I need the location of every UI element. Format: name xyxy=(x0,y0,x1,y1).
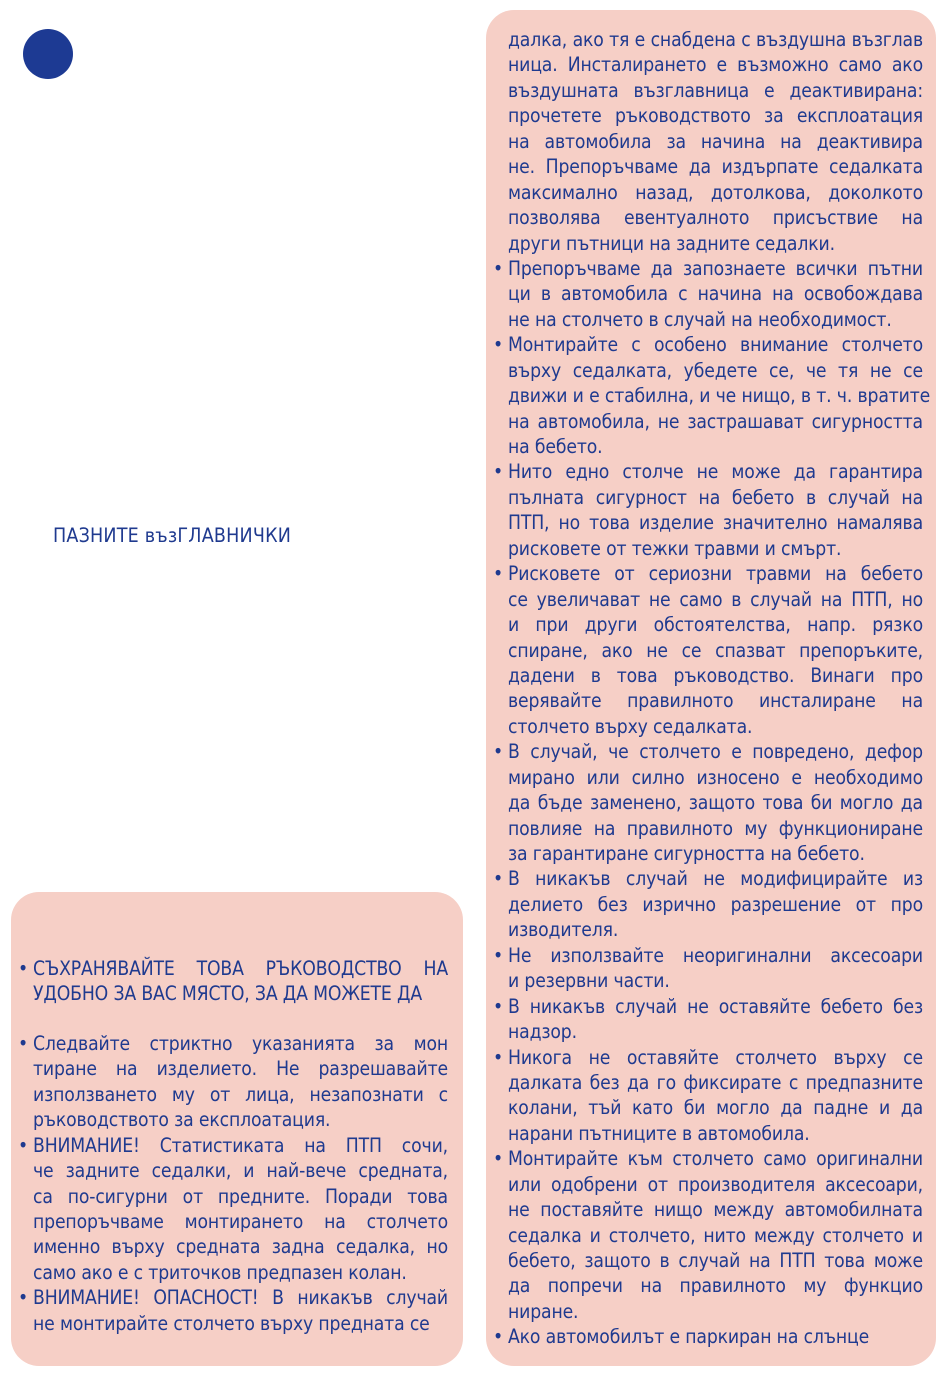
left-text-column xyxy=(18,956,448,1336)
page-marker-dot xyxy=(23,29,73,79)
text-line: не поставяйте нищо между автомобилната xyxy=(508,1198,923,1222)
text-line: се увеличават не само в случай на ПТП, но xyxy=(508,587,923,611)
bullet-line: • Не използвайте неоригинални аксесоари xyxy=(493,943,923,968)
bullet-line: • Монтирайте с особено внимание столчето xyxy=(493,332,923,357)
text-line: далката без да го фиксирате с предпазните xyxy=(508,1070,923,1094)
text-line: да бъде заменено, защото това би могло да xyxy=(508,791,923,815)
text-line: ци в автомобила с начина на освобождава xyxy=(508,282,923,306)
text-line: делието без изрично разрешение от про xyxy=(508,892,923,916)
text-line: колани, тъй като би могло да падне и да xyxy=(508,1096,923,1120)
bullet-line: • ВНИМАНИЕ! ОПАСНОСТ! В никакъв случай xyxy=(18,1285,448,1310)
text-line: седалка и столчето, нито между столчето и xyxy=(508,1223,923,1247)
text-line: ПТП, но това изделие значително намалява xyxy=(508,511,923,535)
text-line: именно върху средната задна седалка, но xyxy=(33,1235,448,1259)
text-line: далка, ако тя е снабдена с въздушна възглав xyxy=(508,28,923,51)
text-line: повлияе на правилното му функциониране xyxy=(508,816,923,840)
text-line: върху седалката, убедете се, че тя не се xyxy=(508,358,923,382)
text-line: само ако е с триточков предпазен колан. xyxy=(33,1260,407,1284)
text-line: на автомобила за начина на деактивира xyxy=(508,129,923,153)
text-line: позволява евентуалното присъствие на xyxy=(508,206,923,230)
text-line: пълната сигурност на бебето в случай на xyxy=(508,485,923,509)
text-line: максимално назад, дотолкова, доколкото xyxy=(508,180,923,204)
text-line: са по-сигурни от предните. Поради това xyxy=(33,1184,448,1208)
right-text-column xyxy=(493,27,931,1350)
text-line: бебето, защото в случай на ПТП това може xyxy=(508,1249,923,1272)
section-heading: ПАЗНИТЕ възГЛАВНИЧКИ xyxy=(53,524,292,547)
text-line: и при други обстоятелства, напр. рязко xyxy=(508,613,923,637)
bullet-line: • Рисковете от сериозни травми на бебето xyxy=(493,561,923,586)
text-line: и резервни части. xyxy=(508,969,670,993)
text-line xyxy=(18,1007,448,1031)
text-line: дадени в това ръководство. Винаги про xyxy=(508,663,923,687)
text-line: използването му от лица, незапознати с xyxy=(33,1082,448,1106)
text-line: да попречи на правилното му функцио xyxy=(508,1274,923,1298)
bullet-line: • ВНИМАНИЕ! Статистиката на ПТП сочи, xyxy=(18,1133,448,1158)
bullet-line: • В случай, че столчето е повредено, дефор xyxy=(493,739,923,764)
text-line: въздушната възглавница е деактивирана: xyxy=(508,78,923,102)
bullet-line: • Нито едно столче не може да гарантира xyxy=(493,459,923,484)
text-line: движи и е стабилна, и че нищо, в т. ч. вратите xyxy=(508,384,931,408)
text-line: не. Препоръчваме да издърпате седалката xyxy=(508,155,923,179)
text-line: УДОБНО ЗА ВАС МЯСТО, ЗА ДА МОЖЕТЕ ДА xyxy=(33,982,422,1006)
bullet-line: • В никакъв случай не модифицирайте из xyxy=(493,866,923,891)
text-line: ръководството за експлоатация. xyxy=(33,1108,331,1132)
text-line: верявайте правилното инсталиране на xyxy=(508,689,923,713)
text-line: рисковете от тежки травми и смърт. xyxy=(508,536,842,560)
text-line: тиране на изделието. Не разрешавайте xyxy=(33,1057,448,1081)
text-line: не монтирайте столчето върху предната се xyxy=(33,1311,430,1335)
text-line: препоръчваме монтирането на столчето xyxy=(33,1209,448,1233)
text-line: не на столчето в случай на необходимост. xyxy=(508,307,892,331)
text-line: мирано или силно износено е необходимо xyxy=(508,765,923,789)
bullet-line: • Монтирайте към столчето само оригинални xyxy=(493,1146,923,1171)
bullet-line: • СЪХРАНЯВАЙТЕ ТОВА РЪКОВОДСТВО НА xyxy=(18,956,448,981)
text-line: че задните седалки, и най-вече средната, xyxy=(33,1159,448,1183)
text-line: други пътници на задните седалки. xyxy=(508,231,835,255)
text-line: надзор. xyxy=(508,1020,577,1044)
text-line: столчето върху седалката. xyxy=(508,714,753,738)
bullet-line: • В никакъв случай не оставяйте бебето без xyxy=(493,994,923,1019)
text-line: нарани пътниците в автомобила. xyxy=(508,1121,810,1145)
bullet-line: • Следвайте стриктно указанията за мон xyxy=(18,1031,448,1056)
text-line: спиране, ако не се спазват препоръките, xyxy=(508,638,923,662)
text-line: на автомобила, не застрашават сигурността xyxy=(508,409,923,433)
bullet-line: • Ако автомобилът е паркиран на слънце xyxy=(493,1324,923,1349)
text-line: или одобрени от производителя аксесоари, xyxy=(508,1172,923,1196)
text-line: ниране. xyxy=(508,1299,579,1323)
text-line: ница. Инсталирането е възможно само ако xyxy=(508,53,923,77)
text-line: изводителя. xyxy=(508,918,619,942)
text-line: прочетете ръководството за експлоатация xyxy=(508,104,923,128)
text-line: за гарантиране сигурността на бебето. xyxy=(508,842,865,865)
bullet-line: • Препоръчваме да запознаете всички пътни xyxy=(493,256,923,281)
bullet-line: • Никога не оставяйте столчето върху се xyxy=(493,1045,923,1070)
text-line: на бебето. xyxy=(508,435,603,458)
